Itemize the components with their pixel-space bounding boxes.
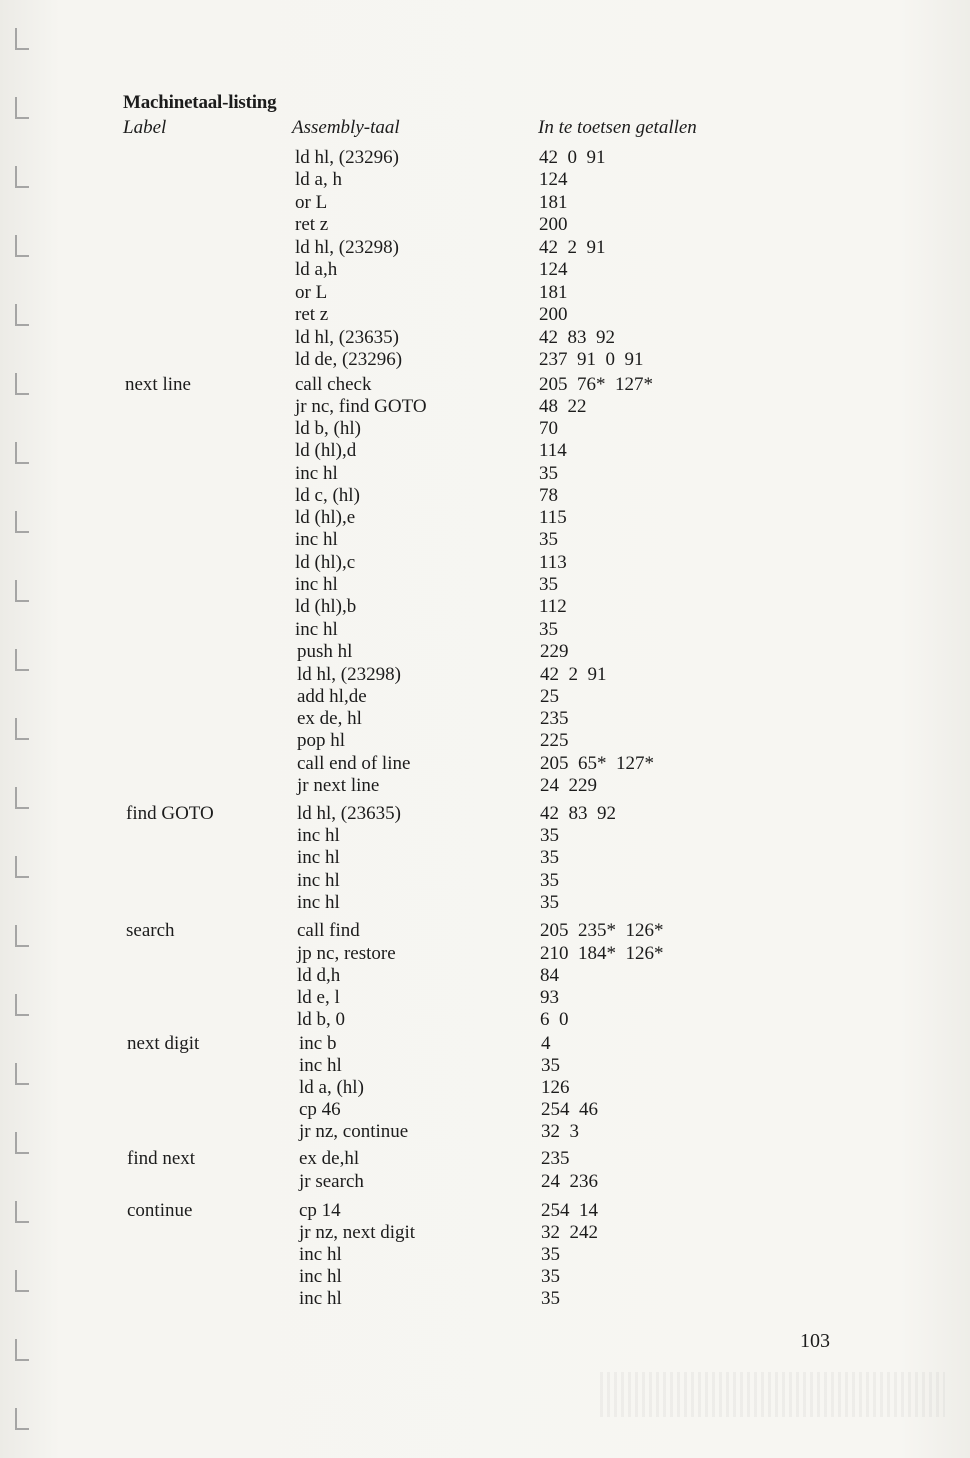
row-numbers: 42 2 91 [540, 664, 607, 685]
binding-ring [15, 511, 29, 533]
row-label: next line [125, 374, 191, 395]
row-assembly: ld hl, (23298) [295, 237, 399, 258]
row-assembly: ex de, hl [297, 708, 362, 729]
binding-ring [15, 994, 29, 1016]
row-numbers: 254 46 [541, 1099, 598, 1120]
row-assembly: inc hl [299, 1244, 342, 1265]
binding-ring [15, 1270, 29, 1292]
row-numbers: 112 [539, 596, 567, 617]
binding-ring [15, 1132, 29, 1154]
row-assembly: inc hl [297, 870, 340, 891]
row-assembly: ld (hl),e [295, 507, 356, 528]
row-assembly: ld hl, (23296) [295, 147, 399, 168]
row-numbers: 124 [539, 259, 568, 280]
row-numbers: 42 2 91 [539, 237, 606, 258]
row-assembly: inc hl [299, 1288, 342, 1309]
row-assembly: ld a, (hl) [299, 1077, 364, 1098]
row-assembly: inc hl [299, 1266, 342, 1287]
row-numbers: 181 [539, 282, 568, 303]
row-numbers: 35 [541, 1288, 560, 1309]
header-numbers: In te toetsen getallen [538, 117, 697, 138]
row-numbers: 235 [541, 1148, 570, 1169]
row-numbers: 25 [540, 686, 559, 707]
row-assembly: inc b [299, 1033, 337, 1054]
row-numbers: 24 236 [541, 1171, 598, 1192]
row-numbers: 35 [540, 847, 559, 868]
spiral-binding [0, 0, 40, 1458]
row-numbers: 35 [541, 1244, 560, 1265]
row-assembly: ret z [295, 304, 329, 325]
row-numbers: 113 [539, 552, 567, 573]
row-label: continue [127, 1200, 193, 1221]
row-assembly: inc hl [295, 574, 338, 595]
row-numbers: 32 242 [541, 1222, 598, 1243]
row-numbers: 35 [539, 463, 558, 484]
scan-bleed-through [600, 1372, 945, 1417]
binding-ring [15, 1339, 29, 1361]
row-numbers: 93 [540, 987, 559, 1008]
row-numbers: 205 65* 127* [540, 753, 654, 774]
row-numbers: 35 [539, 529, 558, 550]
row-numbers: 237 91 0 91 [539, 349, 644, 370]
row-numbers: 205 235* 126* [540, 920, 664, 941]
row-assembly: jr nc, find GOTO [295, 396, 427, 417]
binding-ring [15, 442, 29, 464]
row-numbers: 229 [540, 641, 569, 662]
row-numbers: 126 [541, 1077, 570, 1098]
row-assembly: call check [295, 374, 372, 395]
binding-ring [15, 1063, 29, 1085]
row-numbers: 210 184* 126* [540, 943, 664, 964]
row-numbers: 78 [539, 485, 558, 506]
row-label: next digit [127, 1033, 200, 1054]
row-assembly: ld de, (23296) [295, 349, 403, 370]
row-assembly: ld b, (hl) [295, 418, 361, 439]
row-assembly: ld hl, (23635) [297, 803, 401, 824]
row-numbers: 42 83 92 [540, 803, 616, 824]
row-assembly: or L [295, 192, 328, 213]
binding-ring [15, 28, 29, 50]
row-numbers: 24 229 [540, 775, 597, 796]
binding-ring [15, 1201, 29, 1223]
row-assembly: ld c, (hl) [295, 485, 360, 506]
row-numbers: 48 22 [539, 396, 587, 417]
row-assembly: add hl,de [297, 686, 367, 707]
binding-ring [15, 856, 29, 878]
binding-ring [15, 580, 29, 602]
row-numbers: 32 3 [541, 1121, 579, 1142]
row-assembly: jp nc, restore [297, 943, 396, 964]
row-assembly: inc hl [295, 529, 338, 550]
binding-ring [15, 304, 29, 326]
binding-ring [15, 373, 29, 395]
row-numbers: 200 [539, 304, 568, 325]
binding-ring [15, 1408, 29, 1430]
row-numbers: 235 [540, 708, 569, 729]
row-numbers: 205 76* 127* [539, 374, 653, 395]
binding-ring [15, 718, 29, 740]
row-numbers: 35 [541, 1055, 560, 1076]
row-assembly: cp 46 [299, 1099, 341, 1120]
row-assembly: inc hl [295, 619, 338, 640]
row-assembly: push hl [297, 641, 353, 662]
row-numbers: 4 [541, 1033, 551, 1054]
row-assembly: ld d,h [297, 965, 341, 986]
binding-ring [15, 925, 29, 947]
row-numbers: 254 14 [541, 1200, 598, 1221]
row-assembly: ld (hl),c [295, 552, 356, 573]
row-assembly: inc hl [297, 892, 340, 913]
row-assembly: pop hl [297, 730, 346, 751]
row-assembly: inc hl [299, 1055, 342, 1076]
row-label: search [126, 920, 175, 941]
row-label: find GOTO [126, 803, 214, 824]
binding-ring [15, 649, 29, 671]
row-assembly: inc hl [295, 463, 338, 484]
row-numbers: 115 [539, 507, 567, 528]
row-numbers: 35 [539, 574, 558, 595]
row-numbers: 225 [540, 730, 569, 751]
row-numbers: 114 [539, 440, 567, 461]
row-assembly: jr nz, continue [299, 1121, 409, 1142]
row-assembly: cp 14 [299, 1200, 341, 1221]
row-numbers: 200 [539, 214, 568, 235]
binding-ring [15, 97, 29, 119]
header-assembly: Assembly-taal [292, 117, 400, 138]
row-assembly: or L [295, 282, 328, 303]
row-numbers: 6 0 [540, 1009, 569, 1030]
page-number: 103 [800, 1330, 830, 1352]
row-assembly: inc hl [297, 847, 340, 868]
row-assembly: ld (hl),d [295, 440, 357, 461]
row-assembly: ex de,hl [299, 1148, 360, 1169]
row-assembly: call end of line [297, 753, 411, 774]
row-numbers: 35 [539, 619, 558, 640]
listing-title: Machinetaal-listing [123, 92, 277, 113]
row-numbers: 35 [540, 870, 559, 891]
row-assembly: jr next line [297, 775, 380, 796]
row-numbers: 84 [540, 965, 559, 986]
row-assembly: ld hl, (23298) [297, 664, 401, 685]
row-numbers: 70 [539, 418, 558, 439]
binding-ring [15, 166, 29, 188]
row-numbers: 181 [539, 192, 568, 213]
row-assembly: call find [297, 920, 360, 941]
row-label: find next [127, 1148, 196, 1169]
binding-ring [15, 787, 29, 809]
row-numbers: 35 [541, 1266, 560, 1287]
row-assembly: jr search [299, 1171, 364, 1192]
binding-ring [15, 235, 29, 257]
row-assembly: ld (hl),b [295, 596, 357, 617]
row-assembly: ld a, h [295, 169, 342, 190]
row-numbers: 42 0 91 [539, 147, 606, 168]
row-numbers: 35 [540, 892, 559, 913]
row-numbers: 124 [539, 169, 568, 190]
row-numbers: 42 83 92 [539, 327, 615, 348]
row-assembly: jr nz, next digit [299, 1222, 416, 1243]
header-label: Label [123, 117, 167, 138]
row-assembly: ld b, 0 [297, 1009, 346, 1030]
row-assembly: ret z [295, 214, 329, 235]
row-numbers: 35 [540, 825, 559, 846]
row-assembly: ld a,h [295, 259, 338, 280]
row-assembly: ld e, l [297, 987, 340, 1008]
row-assembly: inc hl [297, 825, 340, 846]
row-assembly: ld hl, (23635) [295, 327, 399, 348]
